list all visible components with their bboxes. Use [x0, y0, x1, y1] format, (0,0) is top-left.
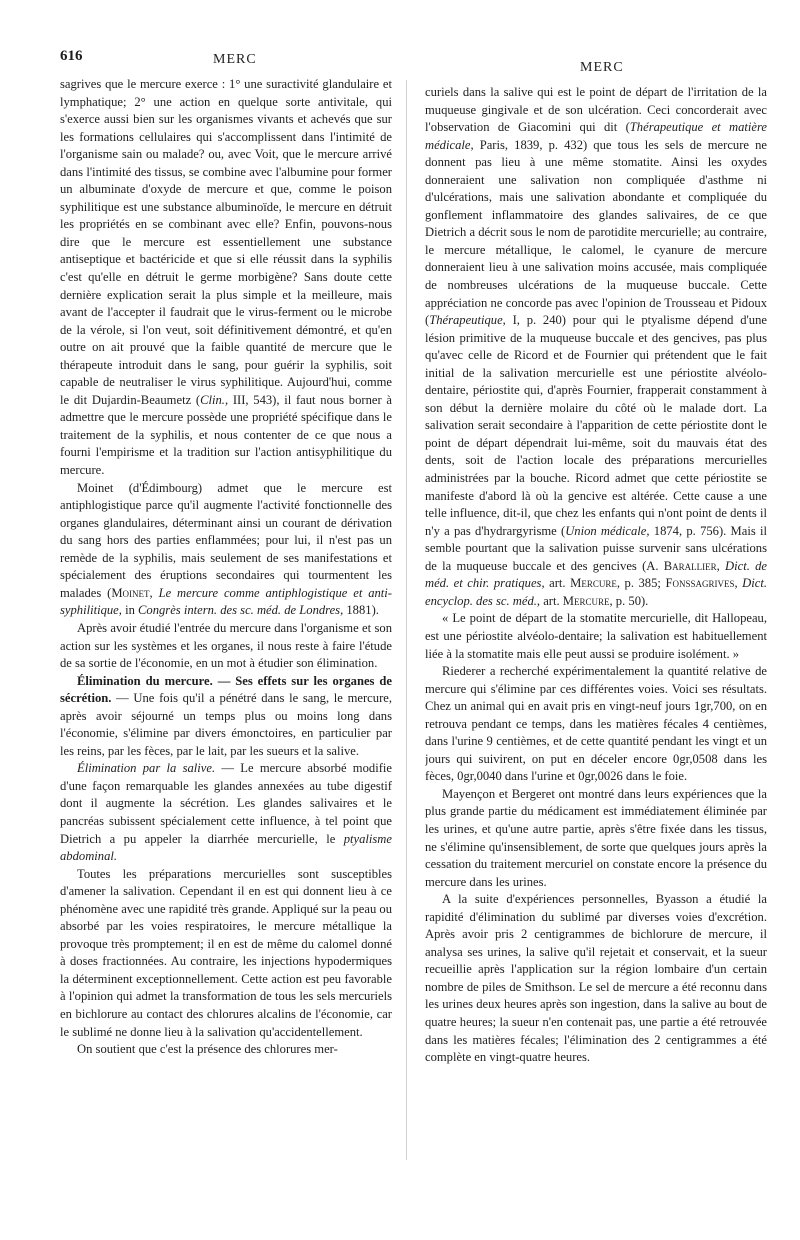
author-name: Barallier,	[663, 558, 720, 573]
subsection-heading: Élimination par la salive.	[77, 761, 216, 776]
citation: Dict. encyclop. des sc. méd.,	[425, 576, 767, 608]
running-head-left: MERC	[213, 52, 257, 67]
text-run: art.	[544, 576, 571, 591]
citation: Thérapeutique et matière médicale,	[425, 120, 767, 152]
author-name: Fonssagrives,	[665, 576, 738, 591]
citation: Clin.	[200, 392, 225, 407]
text-run: On soutient que c'est la présence des chlorures mer-	[77, 1042, 338, 1057]
author-name: Moinet,	[111, 585, 153, 600]
paragraph	[60, 673, 392, 761]
text-run: p. 50).	[612, 593, 649, 608]
text-run: sagrives que le mercure exerce : 1° une suractivité glandulaire et lymphatique; 2° une action en quelque sorte antivitale, qui s'exerce aussi bien sur les organismes vivants et achevés que sur les formations cellulaires qui s'accomplissent dans l'intimité de l'organisme sain ou malade? ou, avec Voit, que le mercure arrivé dans l'intimité des tissus, se combine avec l'albumine pour former un albuminate d'oxyde de mercure et que, comme le poison syphilitique est une substance albuminoïde, le mercure en détruit les propriétés en se combinant avec elle? Enfin, pouvons-nous dire que le mercure est essentiellement une substance antiseptique et bactéricide et que si elle réussit dans la syphilis c'est qu'elle en détruit le germe morbigène? Sans doute cette dernière explication serait la plus simple et la meilleure, mais avant de l'accepter il faudrait que le virus-ferment ou le microbe de la vérole, si l'on veut, soit définitivement démontré, et qu'en outre on ait prouvé que la faible quantité de mercure que le thérapeute introduit dans le sang, pour guérir la syphilis, soit capable de neutraliser le virus syphilitique. Aujourd'hui, comme le dit Dujardin-Beaumetz (	[60, 77, 392, 407]
running-head-right: MERC	[580, 60, 624, 75]
left-column	[60, 76, 392, 1156]
text-run: curiels dans la salive qui est le point de départ de l'irritation de la muqueuse gingivale et de son ulcération. Ceci concorderait avec l'observation de Giacomini qui dit (	[425, 85, 767, 135]
text-run: Toutes les préparations mercurielles sont susceptibles d'amener la salivation. Cependant il en est qui donnent lieu à ce phénomène avec une rapidité très grande. Appliqué sur la peau ou absorbé par les voies respiratoires, le mercure métallique la provoque très promptement; il en est de même du calomel donné à doses fractionnées. Au contraire, les injections hypodermiques la déterminent exceptionnellement. Cette action est peu favorable à l'opinion qui admet la transformation de tous les sels mercuriels en bichlorure au contact des chlorures alcalins de l'économie, car le sublimé ne donne lieu à la salivation qu'accidentellement.	[60, 866, 392, 1039]
text-run: Mayençon et Bergeret ont montré dans leurs expériences que la plus grande partie du médicament est immédiatement éliminée par les urines, et qu'une autre partie, après s'être fixée dans les tissus, ne s'élimine qu'insensiblement, de sorte que quelques jours après la cessation du traitement mercuriel on constate encore la présence du mercure dans les urines.	[425, 786, 767, 889]
citation: Le mercure comme antiphlogistique et anti-syphilitique,	[60, 585, 392, 618]
citation: Congrès intern. des sc. méd. de Londres,	[138, 603, 344, 618]
text-run: 1874, p. 756). Mais il semble pourtant que la salivation puisse survenir sans ulcérations de la muqueuse buccale et des gencives (A.	[425, 523, 767, 573]
text-run: Paris, 1839, p. 432) que tous les sels de mercure ne donnent pas lieu à une même stomatite. Ainsi les oxydes donneraient une salivation non compliquée d'asthme ni d'ulcérations, mais une salivation abondante et compliquée du gonflement inflammatoire des glandes salivaires, de ce que Dietrich a décrit sous le nom de parotidite mercurielle; au contraire, le mercure métallique, le calomel, le cyanure de mercure donneraient lieu à une salivation moins accusée, mais compliquée de nombreuses ulcérations de la muqueuse buccale. Cette appréciation ne concorde pas avec l'opinion de Trousseau et Pidoux (	[425, 137, 767, 328]
paragraph	[425, 663, 767, 786]
paragraph	[425, 891, 767, 1066]
paragraph	[425, 84, 767, 610]
text-run: — Une fois qu'il a pénétré dans le sang, le mercure, après avoir séjourné un temps plus ou moins long dans l'économie, s'élimine par divers émonctoires, en particulier par les reins, par les fèces, par le lait, par les sueurs et la salive.	[60, 691, 392, 758]
text-run: I, p. 240) pour qui le ptyalisme dépend d'une lésion primitive de la muqueuse buccale et des gencives, pas plus qu'avec celle de Ricord et de Fournier qui prétendent que le fait initial de la salivation mercurielle est une périostite alvéolo-dentaire, périostite qui, d'après Fournier, frapperait constamment à son début la dernière molaire du côté où le malade dort. La salivation serait secondaire à l'apparition de cette périostite dont le point de départ dépendrait lui-même, soit du mauvais état des dents, soit de l'action locale des préparations mercurielles administrées par la bouche. Ricord admet que cette périostite se manifeste d'abord là où la gencive est altérée. Cette cause a une telle influence, dit-il, que chez les enfants qui n'ont point de dents il n'y a pas d'hydrargyrisme (	[425, 313, 767, 538]
page-number: 616	[60, 48, 83, 64]
quote: « Le point de départ de la stomatite mercurielle, dit Hallopeau, est une périostite alvéolo-dentaire; la salivation est habituellement liée à la stomatite mais elle peut aussi se produire isolément. »	[425, 611, 767, 661]
article-name: Mercure,	[562, 593, 613, 608]
text-run: in	[121, 603, 139, 618]
text-run: art.	[540, 593, 563, 608]
term: ptyalisme abdominal.	[60, 831, 392, 864]
section-heading: Élimination du mercure. — Ses effets sur les organes de sécrétion.	[60, 673, 392, 706]
paragraph	[60, 480, 392, 620]
paragraph	[60, 76, 392, 480]
text-run: Après avoir étudié l'entrée du mercure dans l'organisme et son action sur les systèmes et les organes, il nous reste à faire l'étude de sa sortie de l'économie, en un mot à étudier son élimination.	[60, 620, 392, 671]
text-run: , III, 543), il faut nous borner à admettre que le mercure possède une propriété spécifique dans le traitement de la syphilis, et nous contenter de ce que nous a fourni l'empirisme et la tradition sur l'action antisyphilitique du mercure.	[60, 392, 392, 478]
text-run: 1881).	[343, 603, 379, 618]
citation: Dict. de méd. et chir. pratiques,	[425, 558, 767, 591]
paragraph	[425, 610, 767, 663]
right-column	[425, 84, 767, 1164]
paragraph	[60, 620, 392, 673]
article-name: Mercure,	[570, 576, 620, 591]
citation: Union médicale,	[565, 523, 650, 538]
paragraph	[60, 760, 392, 865]
text-run: Riederer a recherché expérimentalement la quantité relative de mercure qui s'élimine par ces différentes voies. Voici ses résultats. Chez un animal qui en avait pris en vingt-neuf jours 1gr,700, on en retrouva pendant ce temps, dans les matières fécales 4 centièmes, dans l'urine 9 centièmes, et de cette quantité pendant les vingt et un jours qui suivirent, on put en déceler encore 0gr,0508 dans les fèces, 0gr,0040 dans l'urine et 0gr,0026 dans le foie.	[425, 664, 767, 784]
paragraph	[60, 866, 392, 1041]
text-run: p. 385;	[619, 576, 666, 591]
text-run: — Le mercure absorbé modifie d'une façon remarquable les glandes annexées au tube digestif dont il augmente la sécrétion. Les glandes salivaires et le pancréas subissent spécialement cette influence, à tel point que Dietrich a pu appeler la diarrhée mercurielle, le	[60, 761, 392, 846]
citation: Thérapeutique,	[429, 313, 506, 328]
paragraph	[60, 1041, 392, 1059]
column-divider	[406, 80, 407, 1160]
text-run: Moinet (d'Édimbourg) admet que le mercure est antiphlogistique parce qu'il augmente l'activité fonctionnelle des organes glandulaires, déterminant ainsi un courant de dérivation du sang hors des parties enflammées; pour lui, il n'est pas un remède de la syphilis, mais seulement de ses manifestations et spécialement des éruptions secondaires qui tourmentent les malades (	[60, 480, 392, 600]
text-run: A la suite d'expériences personnelles, Byasson a étudié la rapidité d'élimination du sublimé par diverses voies d'excrétion. Après avoir pris 2 centigrammes de bichlorure de mercure, il analysa ses urines, la salive qu'il rejetait et conservait, et la sueur recueillie après l'application sur la région lombaire d'un certain nombre de piles de Smithson. Le sel de mercure a été reconnu dans les urines deux heures après son ingestion, dans la salive au bout de quatre heures; la sueur n'en contenait pas, une partie a été retrouvée dans les matières fécales; l'élimination des 2 centigrammes a été complète en vingt-quatre heures.	[425, 892, 767, 1065]
paragraph	[425, 786, 767, 891]
